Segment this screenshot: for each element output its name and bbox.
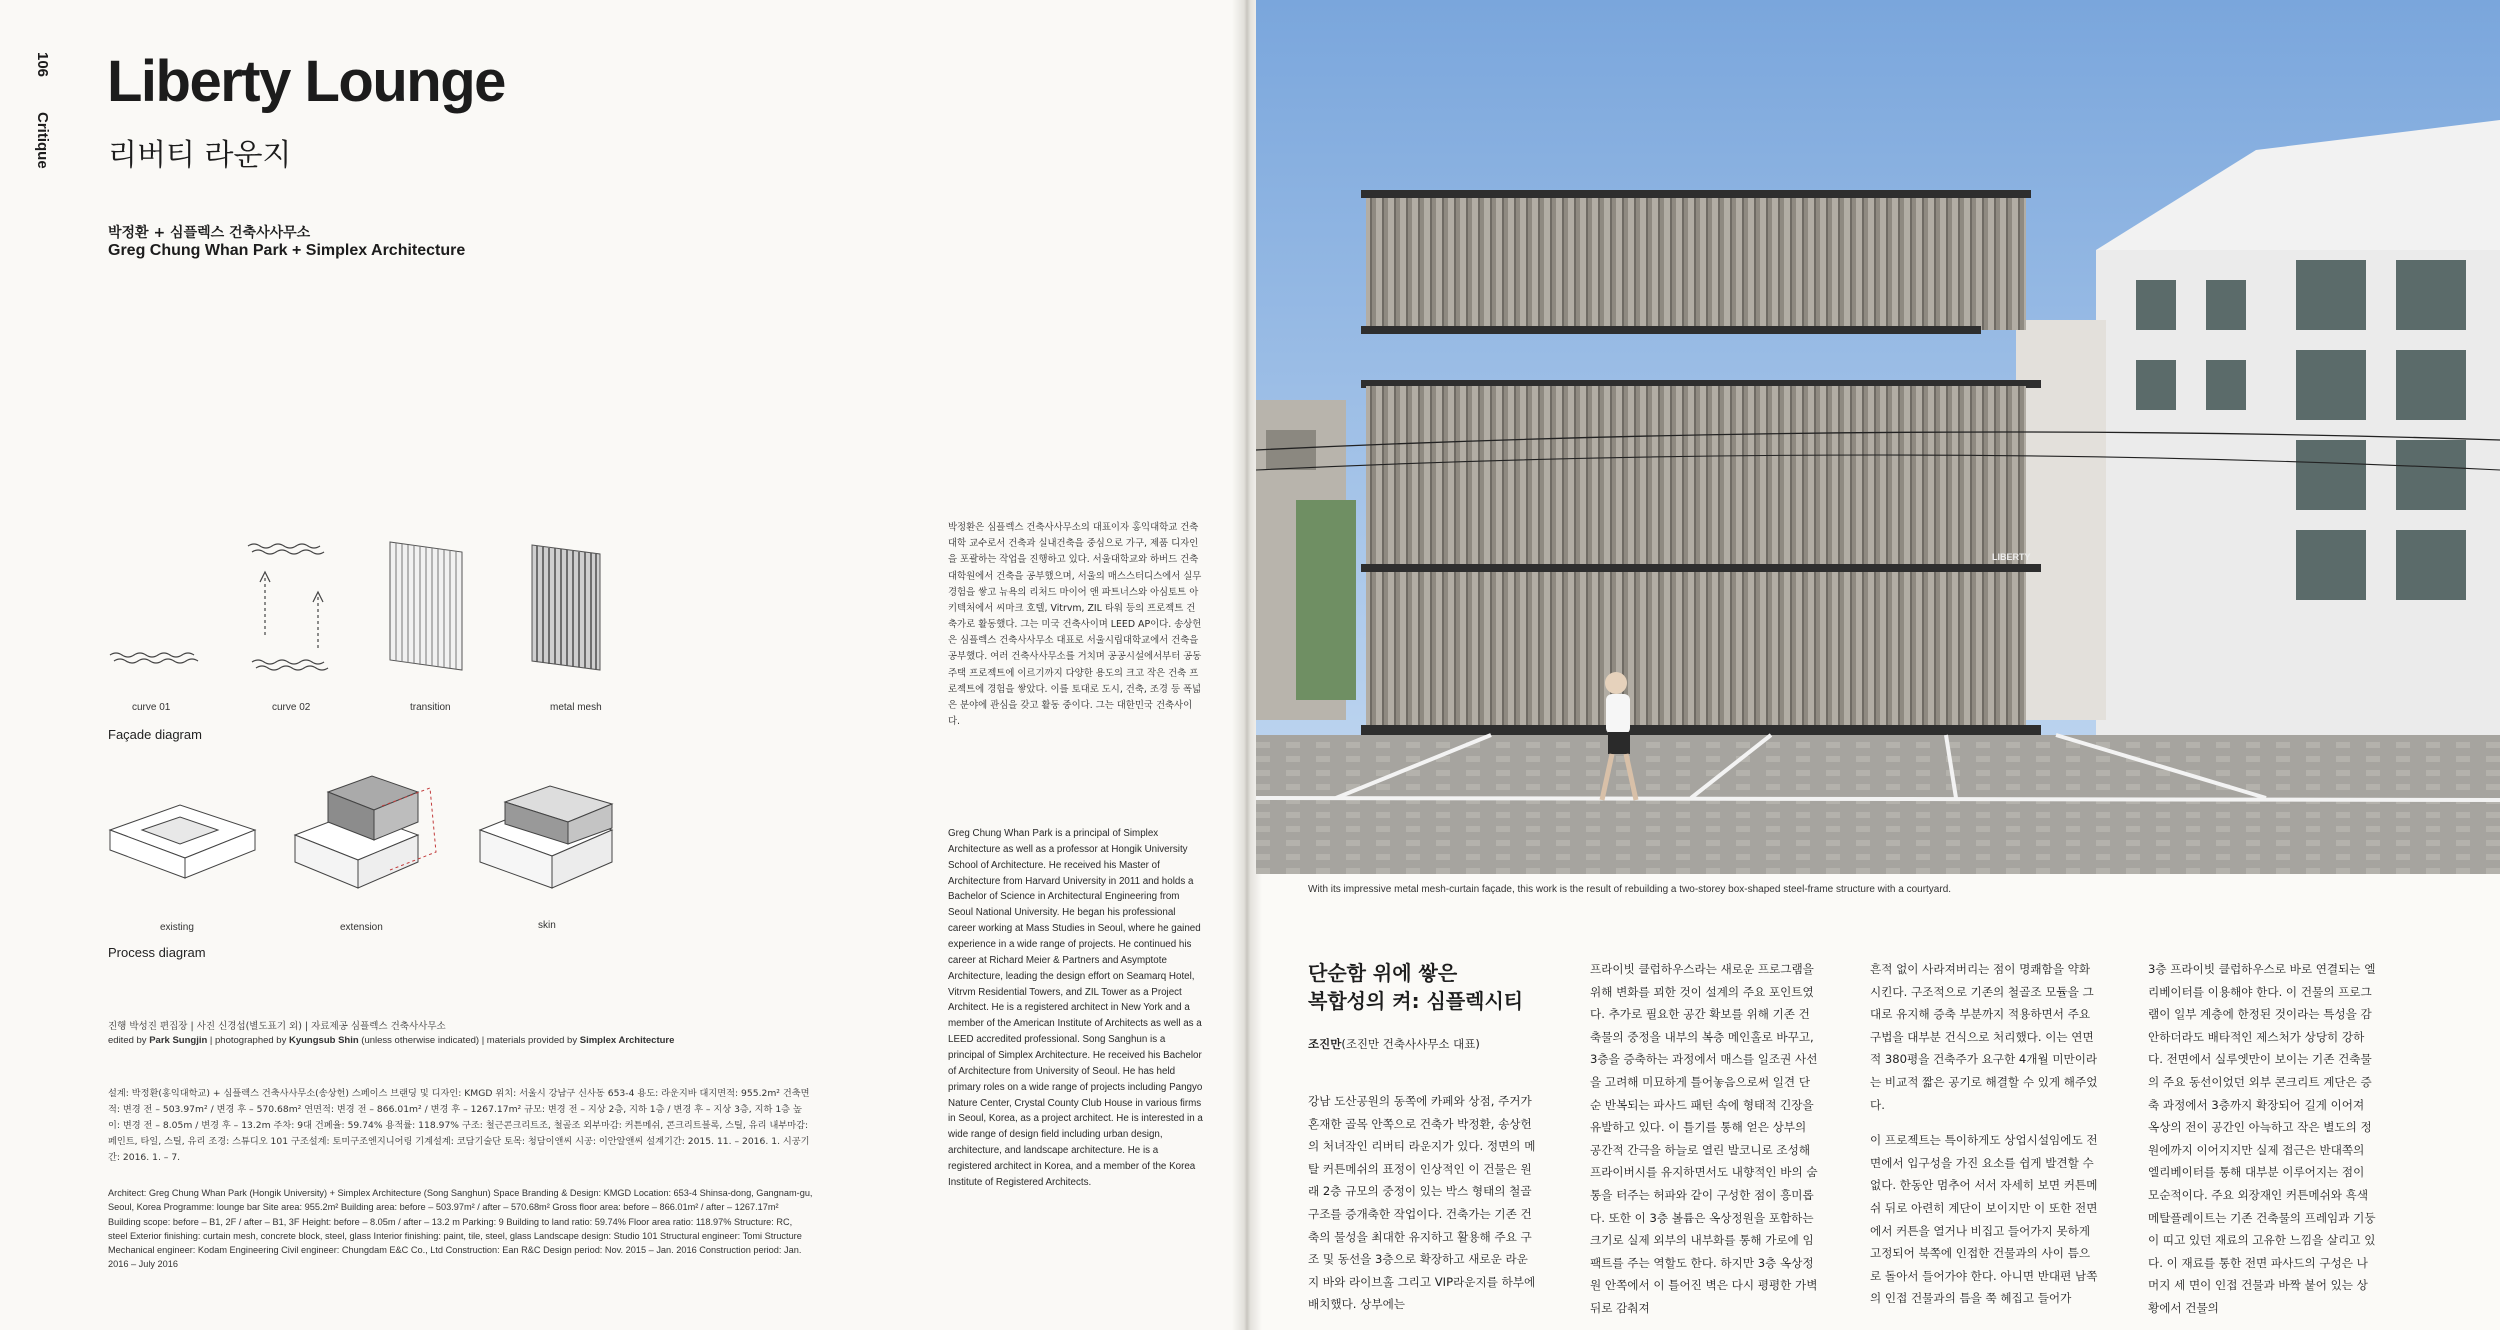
- essay-author-name: 조진만: [1308, 1037, 1342, 1051]
- facade-label-curve-02: curve 02: [272, 702, 311, 713]
- essay-col3-para-2: 이 프로젝트는 특이하게도 상업시설임에도 전면에서 입구성을 가진 요소를 쉽게 발견할 수 없다. 한동안 멈추어 서서 자세히 보면 커튼메쉬 뒤로 아련히 계단이 보이지만 이 또한 전면에서 커튼을 열거나 비집고 들어가지 못하게 고정되어 북쪽에 인접한 건물과의 사이 틈으로 돌아서 들어가야 한다. 아니면 반대편 남쪽의 인접 건물과의 틈을 쭉 헤집고 들어가: [1870, 1133, 2098, 1306]
- facade-diagram-drawing: [100, 530, 660, 730]
- project-specs-ko: 설계: 박정환(홍익대학교) + 심플렉스 건축사사무소(송상헌) 스페이스 브랜딩 및 디자인: KMGD 위치: 서울시 강남구 신사동 653-4 용도: 라운지바 대지면적: 955.2m² 건축면적: 변경 전 – 503.97m² / 변경 후 – 570.68m² 연면적: 변경 전 – 866.01m² / 변경 후 – 1267.17m² 규모: 변경 전 – 지상 2층, 지하 1층 / 변경 후 – 지상 3층, 지하 1층 높이: 변경 전 – 8.05m / 변경 후 – 13.2m 주차: 9대 건폐율: 59.74% 용적률: 118.97% 구조: 철근콘크리트조, 철골조 외부마감: 커튼메쉬, 콘크리트블록, 스틸, 유리 내부마감: 페인트, 타일, 스틸, 유리 조경: 스튜디오 101 구조설계: 토미구조엔지니어링 기계설계: 코담기술단 토목: 청담이앤씨 시공: 이안알앤씨 설계기간: 2015. 11. – 2016. 1. 시공기간: 2016. 1. – 7.: [108, 1088, 810, 1164]
- facade-diagram: [100, 530, 660, 730]
- credits: [108, 1020, 808, 1048]
- section-label: Critique: [34, 112, 51, 169]
- process-label-skin: skin: [538, 920, 556, 931]
- process-skin-drawing: [480, 786, 612, 888]
- liberty-lounge-building: [1361, 190, 2041, 735]
- building-photo: [1256, 0, 2500, 874]
- facade-label-transition: transition: [410, 702, 451, 713]
- process-diagram: [100, 770, 660, 940]
- essay-col4-text: 3층 프라이빗 클럽하우스로 바로 연결되는 엘리베이터를 이용해야 한다. 이 건물의 프로그램이 일부 계층에 한정된 것이라는 특성을 감안하더라도 배타적인 제스처가 상당히 강하다. 전면에서 실루엣만이 보이는 기존 건축물의 주요 동선이었던 외부 콘크리트 계단은 증축 과정에서 3층까지 확장되어 길게 이어져 옥상의 전이 공간인 아늑하고 작은 별도의 정원에까지 이어지지만 실제 접근은 반대쪽의 엘리베이터를 통해 대부분 이루어지는 점이 모순적이다. 주요 외장재인 커튼메쉬와 흑색 메탈플레이트는 기존 건축물의 프레임과 기둥이 띠고 있던 재료의 고유한 느낌을 살리고 있다. 이 재료를 통한 전면 파사드의 구성은 나머지 세 면이 인접 건물과 바짝 붙어 있는 상황에서 건물의: [2148, 962, 2376, 1315]
- running-head: [34, 52, 56, 172]
- credits-ko: 진행 박성진 편집장 | 사진 신경섭(별도표기 외) | 자료제공 심플렉스 건축사사무소: [108, 1021, 446, 1032]
- essay-col3-para-1: 흔적 없이 사라져버리는 점이 명쾌함을 약화시킨다. 구조적으로 기존의 철골조 모듈을 그대로 유지해 증축 부분까지 적용하면서 주요 구법을 대부분 건식으로 처리했다. 이는 연면적 380평을 건축주가 요구한 4개월 미만이라는 비교적 짧은 공기로 해결할 수 있게 해주었다.: [1870, 962, 2098, 1112]
- essay-column-4: [2148, 958, 2378, 1320]
- process-label-existing: existing: [160, 922, 194, 933]
- process-existing-drawing: [110, 805, 255, 878]
- essay-col1-text: 강남 도산공원의 동쪽에 카페와 상점, 주거가 혼재한 골목 안쪽으로 건축가 박정환, 송상헌의 처녀작인 리버티 라운지가 있다. 정면의 메탈 커튼메쉬의 표정이 인상적인 이 건물은 원래 2층 규모의 중정이 있는 박스 형태의 철골 구조를 증개축한 작업이다. 건축가는 기존 건축의 물성을 최대한 유지하고 활용해 주요 구조 및 동선을 3층으로 확장하고 새로운 라운지 바와 라이브홀 그리고 VIP라운지를 하부에 배치했다. 상부에는: [1308, 1094, 1536, 1312]
- article-title-ko: 리버티 라운지: [108, 138, 292, 173]
- essay-column-1: [1308, 1090, 1538, 1316]
- process-label-extension: extension: [340, 922, 383, 933]
- architect-en: Greg Chung Whan Park + Simplex Architecture: [108, 242, 466, 259]
- credits-editor: Park Sungjin: [149, 1034, 208, 1046]
- architect-bio-ko: 박정환은 심플렉스 건축사사무소의 대표이자 홍익대학교 건축대학 교수로서 건축과 실내건축을 중심으로 가구, 제품 디자인을 포괄하는 작업을 진행하고 있다. 서울대학교와 하버드 건축대학원에서 건축을 공부했으며, 서울의 매스스터디스에서 실무 경험을 쌓고 뉴욕의 리처드 마이어 앤 파트너스와 아심토트 아키텍처에서 씨마크 호텔, Vitrvm, ZIL 타워 등의 프로젝트 건축가로 활동했다. 그는 미국 건축사이며 LEED AP이다. 송상헌은 심플렉스 건축사사무소 대표로 서울시립대학교에서 건축을 공부했다. 여러 건축사사무소를 거치며 공공시설에서부터 공동주택 프로젝트에 이르기까지 다양한 용도의 크고 작은 건축 프로젝트에 경험을 쌓았다. 이를 토대로 도시, 건축, 조경 등 폭넓은 분야에 관심을 갖고 활동 중이다. 그는 대한민국 건축사이다.: [948, 522, 1202, 728]
- credits-materials: (unless otherwise indicated) | materials provided by: [358, 1034, 580, 1046]
- photo-caption: With its impressive metal mesh-curtain façade, this work is the result of rebuilding a two-storey box-shaped steel-frame structure with a courtyard.: [1308, 884, 1952, 895]
- credits-edited-by: edited by: [108, 1034, 150, 1046]
- essay-author: [1308, 1036, 1480, 1052]
- process-diagram-caption: Process diagram: [108, 945, 206, 960]
- facade-metal-mesh-drawing: [532, 545, 600, 670]
- page-number: 106: [34, 52, 51, 78]
- facade-label-metal-mesh: metal mesh: [550, 702, 602, 713]
- essay-title-line-1: 단순함 위에 쌓은: [1308, 961, 1458, 985]
- facade-diagram-caption: Façade diagram: [108, 727, 202, 742]
- facade-label-curve-01: curve 01: [132, 702, 171, 713]
- credits-provider: Simplex Architecture: [579, 1034, 675, 1046]
- essay-column-2: [1590, 958, 1820, 1320]
- process-extension-drawing: [295, 776, 436, 888]
- essay-column-3: [1870, 958, 2100, 1310]
- building-sign: LIBERTY: [1992, 552, 2031, 562]
- credits-photographed-by: | photographed by: [207, 1034, 289, 1046]
- process-diagram-drawing: [100, 770, 660, 920]
- facade-curve-02-drawing: [248, 544, 328, 670]
- architect-ko: 박정환 + 심플렉스 건축사사무소: [108, 225, 311, 241]
- essay-title-line-2: 복합성의 켜: 심플렉시티: [1308, 988, 1524, 1013]
- essay-col2-text: 프라이빗 클럽하우스라는 새로운 프로그램을 위해 변화를 꾀한 것이 설계의 주요 포인트였다. 추가로 필요한 공간 확보를 위해 기존 건축물의 중정을 내부의 복층 메인홀로 바꾸고, 3층을 증축하는 과정에서 매스를 일조권 사선을 고려해 미묘하게 틀어놓음으로써 일견 단순 반복되는 파사드 패턴 속에 형태적 긴장을 유발하고 있다. 이 틀기를 통해 얻은 상부의 공간적 간극을 하늘로 열린 발코니로 조성해 프라이버시를 유지하면서도 내향적인 바의 숨통을 터주는 허파와 같이 구성한 점이 흥미롭다. 또한 이 3층 볼륨은 옥상정원을 포함하는 크기로 실제 외부의 내부화를 통해 가로에 임팩트를 주는 역할도 한다. 하지만 3층 옥상정원 안쪽에서 이 틀어진 벽은 다시 평평한 가벽 뒤로 감춰져: [1590, 962, 1818, 1315]
- architect-bio-en: Greg Chung Whan Park is a principal of Simplex Architecture as well as a professor at Hongik University School of Architecture. He received his Master of Architecture from Harvard University in 2011 and holds a Bachelor of Science in Architectural Engineering from Seoul National University. He began his professional career working at Mass Studies in Seoul, where he gained experience in a wide range of projects. He continued his career at Richard Meier & Partners and Asymptote Architecture, leading the design effort on Seamarq Hotel, Vitrvm Residential Towers, and ZIL Tower as a Project Architect. He is a registered architect in New York and a member of the American Institute of Architects as well as a LEED accredited professional. Song Sanghun is a principal of Simplex Architecture. He received his Bachelor of Architecture from University of Seoul. He has held primary roles on a wide range of projects including Pangyo Nature Center, Crystal County Club House in various firms in Seoul, Korea, as a project architect. He is interested in a wide range of design field including urban design, architecture, and landscape architecture. He is a registered architect in Korea, and a member of the Korea Institute of Registered Architects.: [948, 828, 1203, 1188]
- credits-en: [108, 1034, 808, 1048]
- essay-author-role: (조진만 건축사사무소 대표): [1341, 1037, 1480, 1051]
- credits-photographer: Kyungsub Shin: [288, 1034, 359, 1046]
- project-specs-en: Architect: Greg Chung Whan Park (Hongik University) + Simplex Architecture (Song Sanghun) Space Branding & Design: KMGD Location: 653-4 Shinsa-dong, Gangnam-gu, Seoul, Korea Programme: lounge bar Site area: 955.2m² Building area: before – 503.97m² / after – 570.68m² Gross floor area: before – 866.01m² / after – 1267.17m² Building scope: before – B1, 2F / after – B1, 3F Height: before – 8.05m / after – 13.2 m Parking: 9 Building to land ratio: 59.74% Floor area ratio: 118.97% Structure: RC, steel Exterior finishing: curtain mesh, concrete block, steel, glass Interior finishing: paint, tile, steel, glass Landscape design: Studio 101 Structural engineer: Tomi Structure Mechanical engineer: Kodam Engineering Civil engineer: Chungdam E&C Co., Ltd Construction: Ean R&C Design period: Nov. 2015 – Jan. 2016 Construction period: Jan. 2016 – July 2016: [108, 1188, 813, 1270]
- facade-curve-01-drawing: [110, 653, 198, 663]
- essay-title: [1308, 960, 1523, 1015]
- article-title-en: Liberty Lounge: [107, 49, 505, 114]
